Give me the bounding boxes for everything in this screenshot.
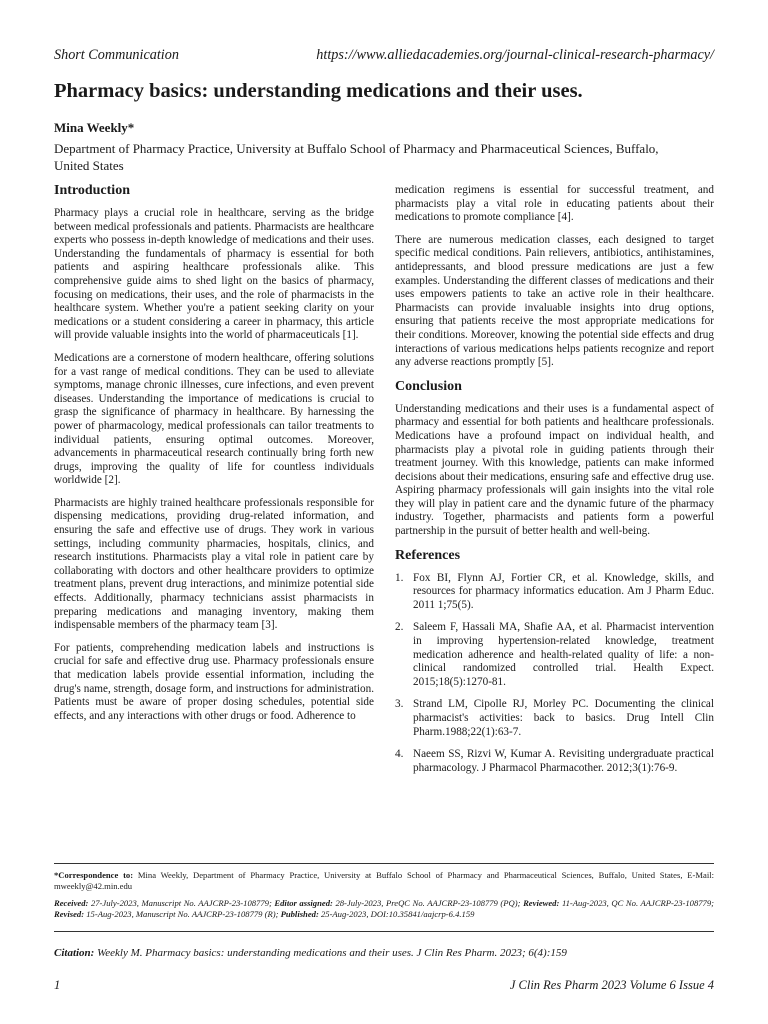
citation-text: Weekly M. Pharmacy basics: understanding medications and their uses. J Clin Res Pharm. 2023; 6(4):159 [97,947,567,959]
intro-paragraph: There are numerous medication classes, each designed to target specific medical conditions. Pain relievers, antibiotics, antihistamines, antidepressants, and blood pressure medications are just a few examples. Understanding the different classes of medications and their uses empowers patients to take an active role in their healthcare. Pharmacists can provide invaluable insights into drug options, ensuring that patients receive the most appropriate medications for their conditions. Moreover, knowing the potential side effects and drug interactions of various medications helps patients recognize and report any adverse reactions promptly [5]. [395,233,714,369]
reference-item [395,572,714,613]
reference-item [395,698,714,739]
article-type: Short Communication [54,47,179,63]
reference-text: Strand LM, Cipolle RJ, Morley PC. Documenting the clinical pharmacist's activities: back to basics. Drug Intell Clin Pharm.1988;22(1):63-7. [413,698,714,738]
published-date: 25-Aug-2023, DOI:10.35841/aajcrp-6.4.159 [320,909,475,919]
intro-paragraph: Medications are a cornerstone of modern healthcare, offering solutions for a vast range of medical conditions. They can be used to alleviate symptoms, manage chronic illnesses, cure infections, and even prevent diseases. Understanding the importance of medications is crucial to grasp the significance of pharmacy in healthcare. By harnessing the power of pharmacology, medical professionals can tailor treatments to individual patients, ensuring optimal outcomes. Moreover, advancements in pharmaceutical research continually bring forth new drugs, improving the quality of life for countless individuals worldwide [2]. [54,351,374,487]
reference-number: 3. [395,698,404,711]
article-title: Pharmacy basics: understanding medications and their uses. [54,80,583,102]
reference-text: Naeem SS, Rizvi W, Kumar A. Revisiting undergraduate practical pharmacology. J Pharmacol Pharmacother. 2012;3(1):76-9. [413,748,714,774]
reference-text: Saleem F, Hassali MA, Shafie AA, et al. Pharmacist intervention in improving hypertension-related knowledge, treatment medication adherence and health-related quality of life: a non-clinical randomized controlled trial. Health Expect. 2015;18(5):1270-81. [413,621,714,688]
correspondence-label: *Correspondence to: [54,870,134,880]
journal-issue: J Clin Res Pharm 2023 Volume 6 Issue 4 [509,978,714,992]
footnote-divider [54,863,714,864]
running-header [54,47,714,64]
references-list [395,572,714,776]
revised-label: Revised: [54,909,85,919]
introduction-heading: Introduction [54,183,130,198]
manuscript-dates [54,898,714,920]
citation-divider [54,931,714,932]
published-label: Published: [280,909,319,919]
received-label: Received: [54,898,89,908]
left-column [54,183,374,732]
reference-text: Fox BI, Flynn AJ, Fortier CR, et al. Knowledge, skills, and resources for pharmacy informatics education. Am J Pharm Educ. 2011 1;75(5). [413,571,714,611]
conclusion-paragraph: Understanding medications and their uses is a fundamental aspect of pharmacy and essential for both patients and healthcare professionals. Medications have a profound impact on individual health, and pharmacists play a pivotal role in guiding patients through their treatment journey. With this knowledge, patients can make informed decisions about their medications, ensuring safe and effective drug use. Aspiring pharmacy professionals will gain insights into the vital role they will play in patient care and the dynamic future of the pharmacy industry. Together, pharmacists and patients form a powerful partnership in the pursuit of better health and well-being. [395,402,714,538]
intro-paragraph-continued: medication regimens is essential for successful treatment, and pharmacists play a vital role in educating patients about their medications to promote compliance [4]. [395,184,714,224]
conclusion-heading: Conclusion [395,378,462,394]
author-affiliation: Department of Pharmacy Practice, University at Buffalo School of Pharmacy and Pharmaceutical Sciences, Buffalo, United States [54,141,659,173]
intro-paragraph: Pharmacy plays a crucial role in healthcare, serving as the bridge between medical professionals and patients. Pharmacists are healthcare experts who possess in-depth knowledge of medications and their uses. Understanding the fundamentals of pharmacy is essential for both patients and aspiring healthcare professionals alike. This comprehensive guide aims to shed light on the basics of pharmacy, focusing on medications, their uses, and the role of pharmacists in the healthcare system. Whether you're a patient seeking clarity on your medications or a student considering a career in pharmacy, this article will provide valuable insights into the world of pharmaceuticals [1]. [54,207,374,342]
correspondence-text: Mina Weekly, Department of Pharmacy Practice, University at Buffalo School of Pharmacy and Pharmaceutical Sciences, Buffalo, United States, E-Mail: mweekly@42.min.edu [54,870,714,891]
reference-item [395,748,714,775]
reference-number: 2. [395,621,404,634]
received-date: 27-July-2023, Manuscript No. AAJCRP-23-108779; [90,898,272,908]
editor-assigned-date: 28-July-2023, PreQC No. AAJCRP-23-108779 (PQ); [335,898,521,908]
intro-paragraph: For patients, comprehending medication labels and instructions is crucial for safe and effective drug use. Pharmacy professionals ensure that medication labels provide essential information, including the drug's name, strength, dosage form, and instructions for administration. Patients must be aware of proper dosing schedules, potential side effects, and any interactions with other drugs or food. Adherence to [54,641,374,722]
editor-assigned-label: Editor assigned: [274,898,333,908]
reviewed-label: Reviewed: [523,898,560,908]
reference-number: 1. [395,571,404,584]
intro-paragraph: Pharmacists are highly trained healthcare professionals responsible for dispensing medications, providing drug-related information, and ensuring the safe and effective use of drugs. They work in various settings, including community pharmacies, hospitals, clinics, and research institutions. Pharmacists play a vital role in patient care by collaborating with doctors and other healthcare providers to optimize treatment plans, prevent drug interactions, and minimize potential side effects. Additionally, pharmacy technicians assist pharmacists in preparing medications and managing inventory, making them indispensable members of the pharmacy team [3]. [54,496,374,632]
author-name: Mina Weekly* [54,120,135,135]
page-number: 1 [54,978,61,992]
citation [54,947,714,959]
journal-url[interactable]: https://www.alliedacademies.org/journal-clinical-research-pharmacy/ [316,47,714,63]
reviewed-date: 11-Aug-2023, QC No. AAJCRP-23-108779; [561,898,715,908]
correspondence-note [54,870,714,892]
citation-label: Citation: [54,947,95,959]
references-heading: References [395,547,461,563]
page-footer [54,978,714,993]
right-column [395,184,714,784]
reference-number: 4. [395,748,404,761]
revised-date: 15-Aug-2023, Manuscript No. AAJCRP-23-108779 (R); [86,909,279,919]
reference-item [395,621,714,689]
